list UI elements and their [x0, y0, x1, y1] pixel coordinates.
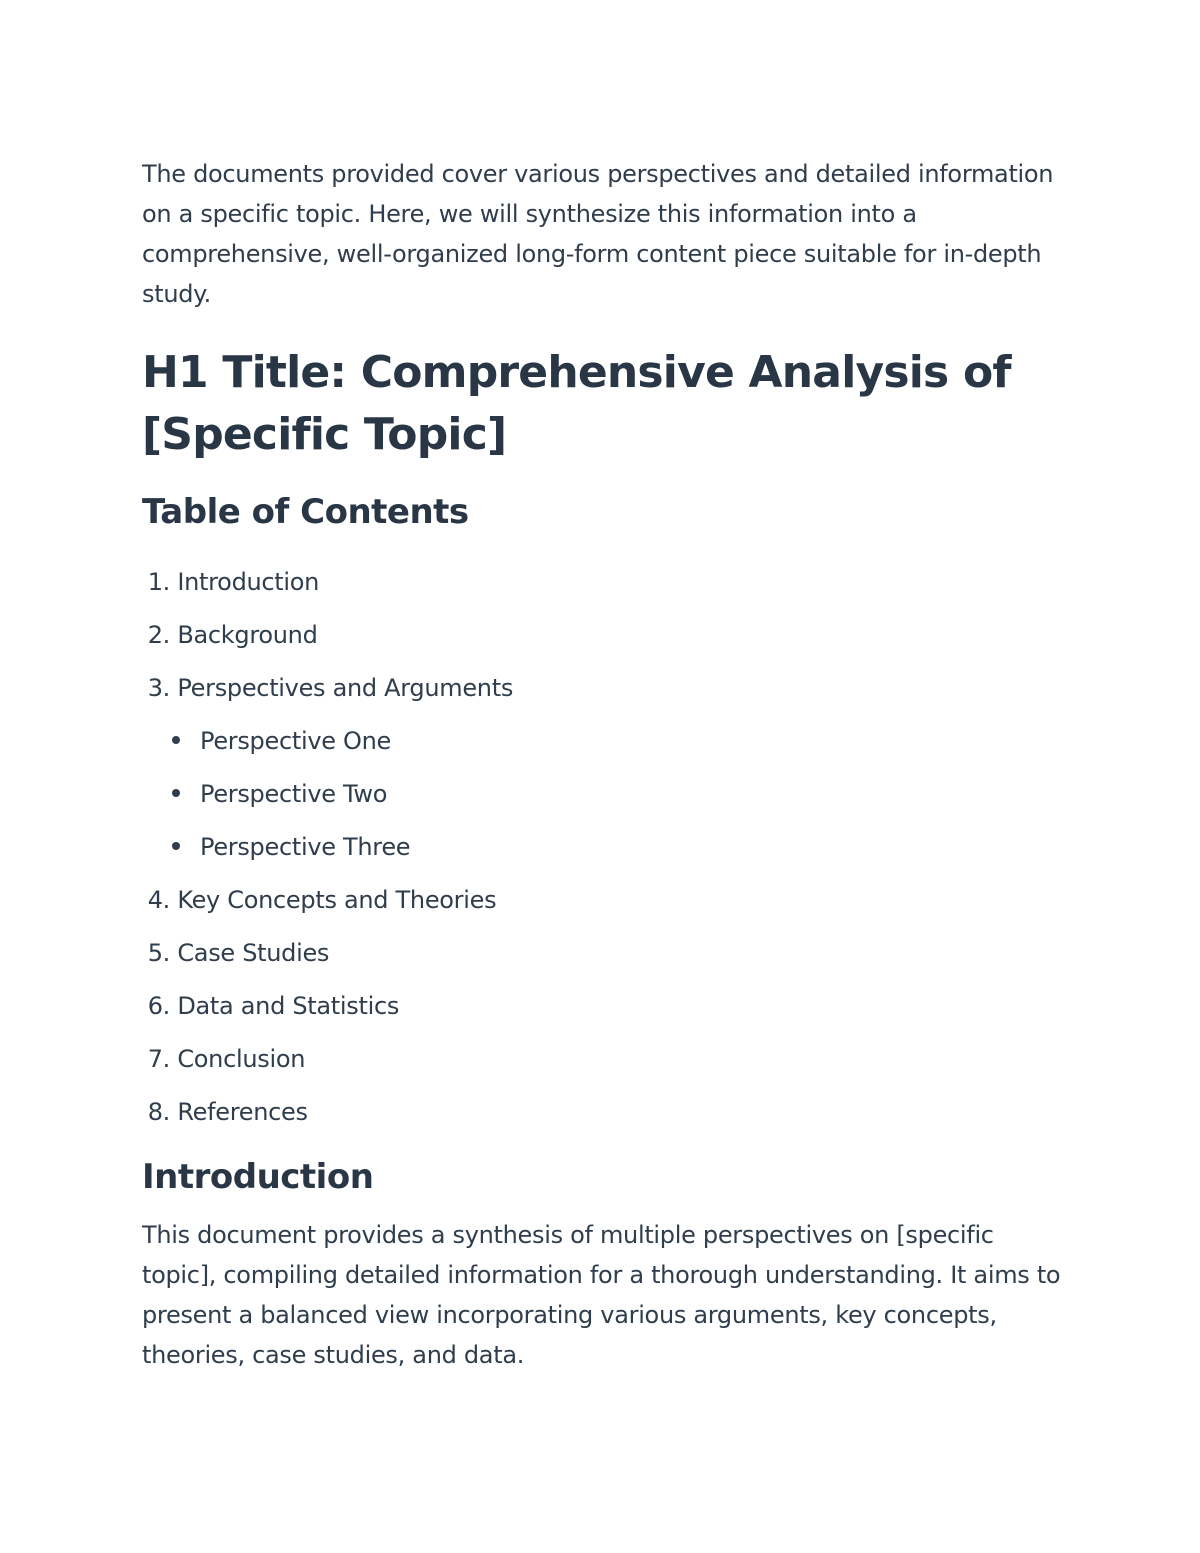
- toc-item-number: 7.: [147, 1045, 170, 1073]
- toc-item-label: Data and Statistics: [177, 992, 400, 1020]
- toc-item-introduction: [142, 556, 1067, 609]
- toc-heading: Table of Contents: [142, 492, 469, 532]
- bullet-icon: [172, 789, 180, 797]
- bullet-icon: [172, 842, 180, 850]
- toc-item-background: [142, 609, 1067, 662]
- toc-subitem-label: Perspective Three: [200, 833, 411, 861]
- toc-subitem-perspective-three: [142, 821, 1067, 874]
- toc-subitem-label: Perspective Two: [200, 780, 388, 808]
- toc-item-case-studies: [142, 927, 1067, 980]
- toc-item-key-concepts: [142, 874, 1067, 927]
- toc-subitem-perspective-one: [142, 715, 1067, 768]
- toc-item-number: 2.: [147, 621, 170, 649]
- toc-item-number: 5.: [147, 939, 170, 967]
- toc-item-number: 3.: [147, 674, 170, 702]
- toc-item-label: Key Concepts and Theories: [177, 886, 497, 914]
- introduction-heading: Introduction: [142, 1157, 374, 1197]
- toc-item-label: Perspectives and Arguments: [177, 674, 514, 702]
- intro-paragraph: The documents provided cover various perspectives and detailed information on a specific topic. Here, we will synthesize this information into a comprehensive, well-organized long-form content piece suitable for in-depth study.: [142, 160, 1054, 308]
- toc-item-number: 1.: [147, 568, 170, 596]
- toc-item-references: [142, 1086, 1067, 1139]
- toc-item-label: Introduction: [177, 568, 320, 596]
- toc-item-number: 6.: [147, 992, 170, 1020]
- toc-item-perspectives: [142, 662, 1067, 715]
- toc-subitem-perspective-two: [142, 768, 1067, 821]
- table-of-contents: [142, 556, 1067, 1139]
- document-page: [142, 154, 1067, 1375]
- toc-item-data-statistics: [142, 980, 1067, 1033]
- toc-item-label: Conclusion: [177, 1045, 306, 1073]
- toc-subitem-label: Perspective One: [200, 727, 391, 755]
- toc-item-label: References: [177, 1098, 308, 1126]
- toc-item-conclusion: [142, 1033, 1067, 1086]
- toc-item-label: Background: [177, 621, 318, 649]
- page-title: H1 Title: Comprehensive Analysis of [Specific Topic]: [142, 347, 1011, 460]
- toc-item-number: 8.: [147, 1098, 170, 1126]
- introduction-body: This document provides a synthesis of multiple perspectives on [specific topic], compiling detailed information for a thorough understanding. It aims to present a balanced view incorporating various arguments, key concepts, theories, case studies, and data.: [142, 1221, 1061, 1369]
- toc-item-label: Case Studies: [177, 939, 330, 967]
- bullet-icon: [172, 736, 180, 744]
- toc-item-number: 4.: [147, 886, 170, 914]
